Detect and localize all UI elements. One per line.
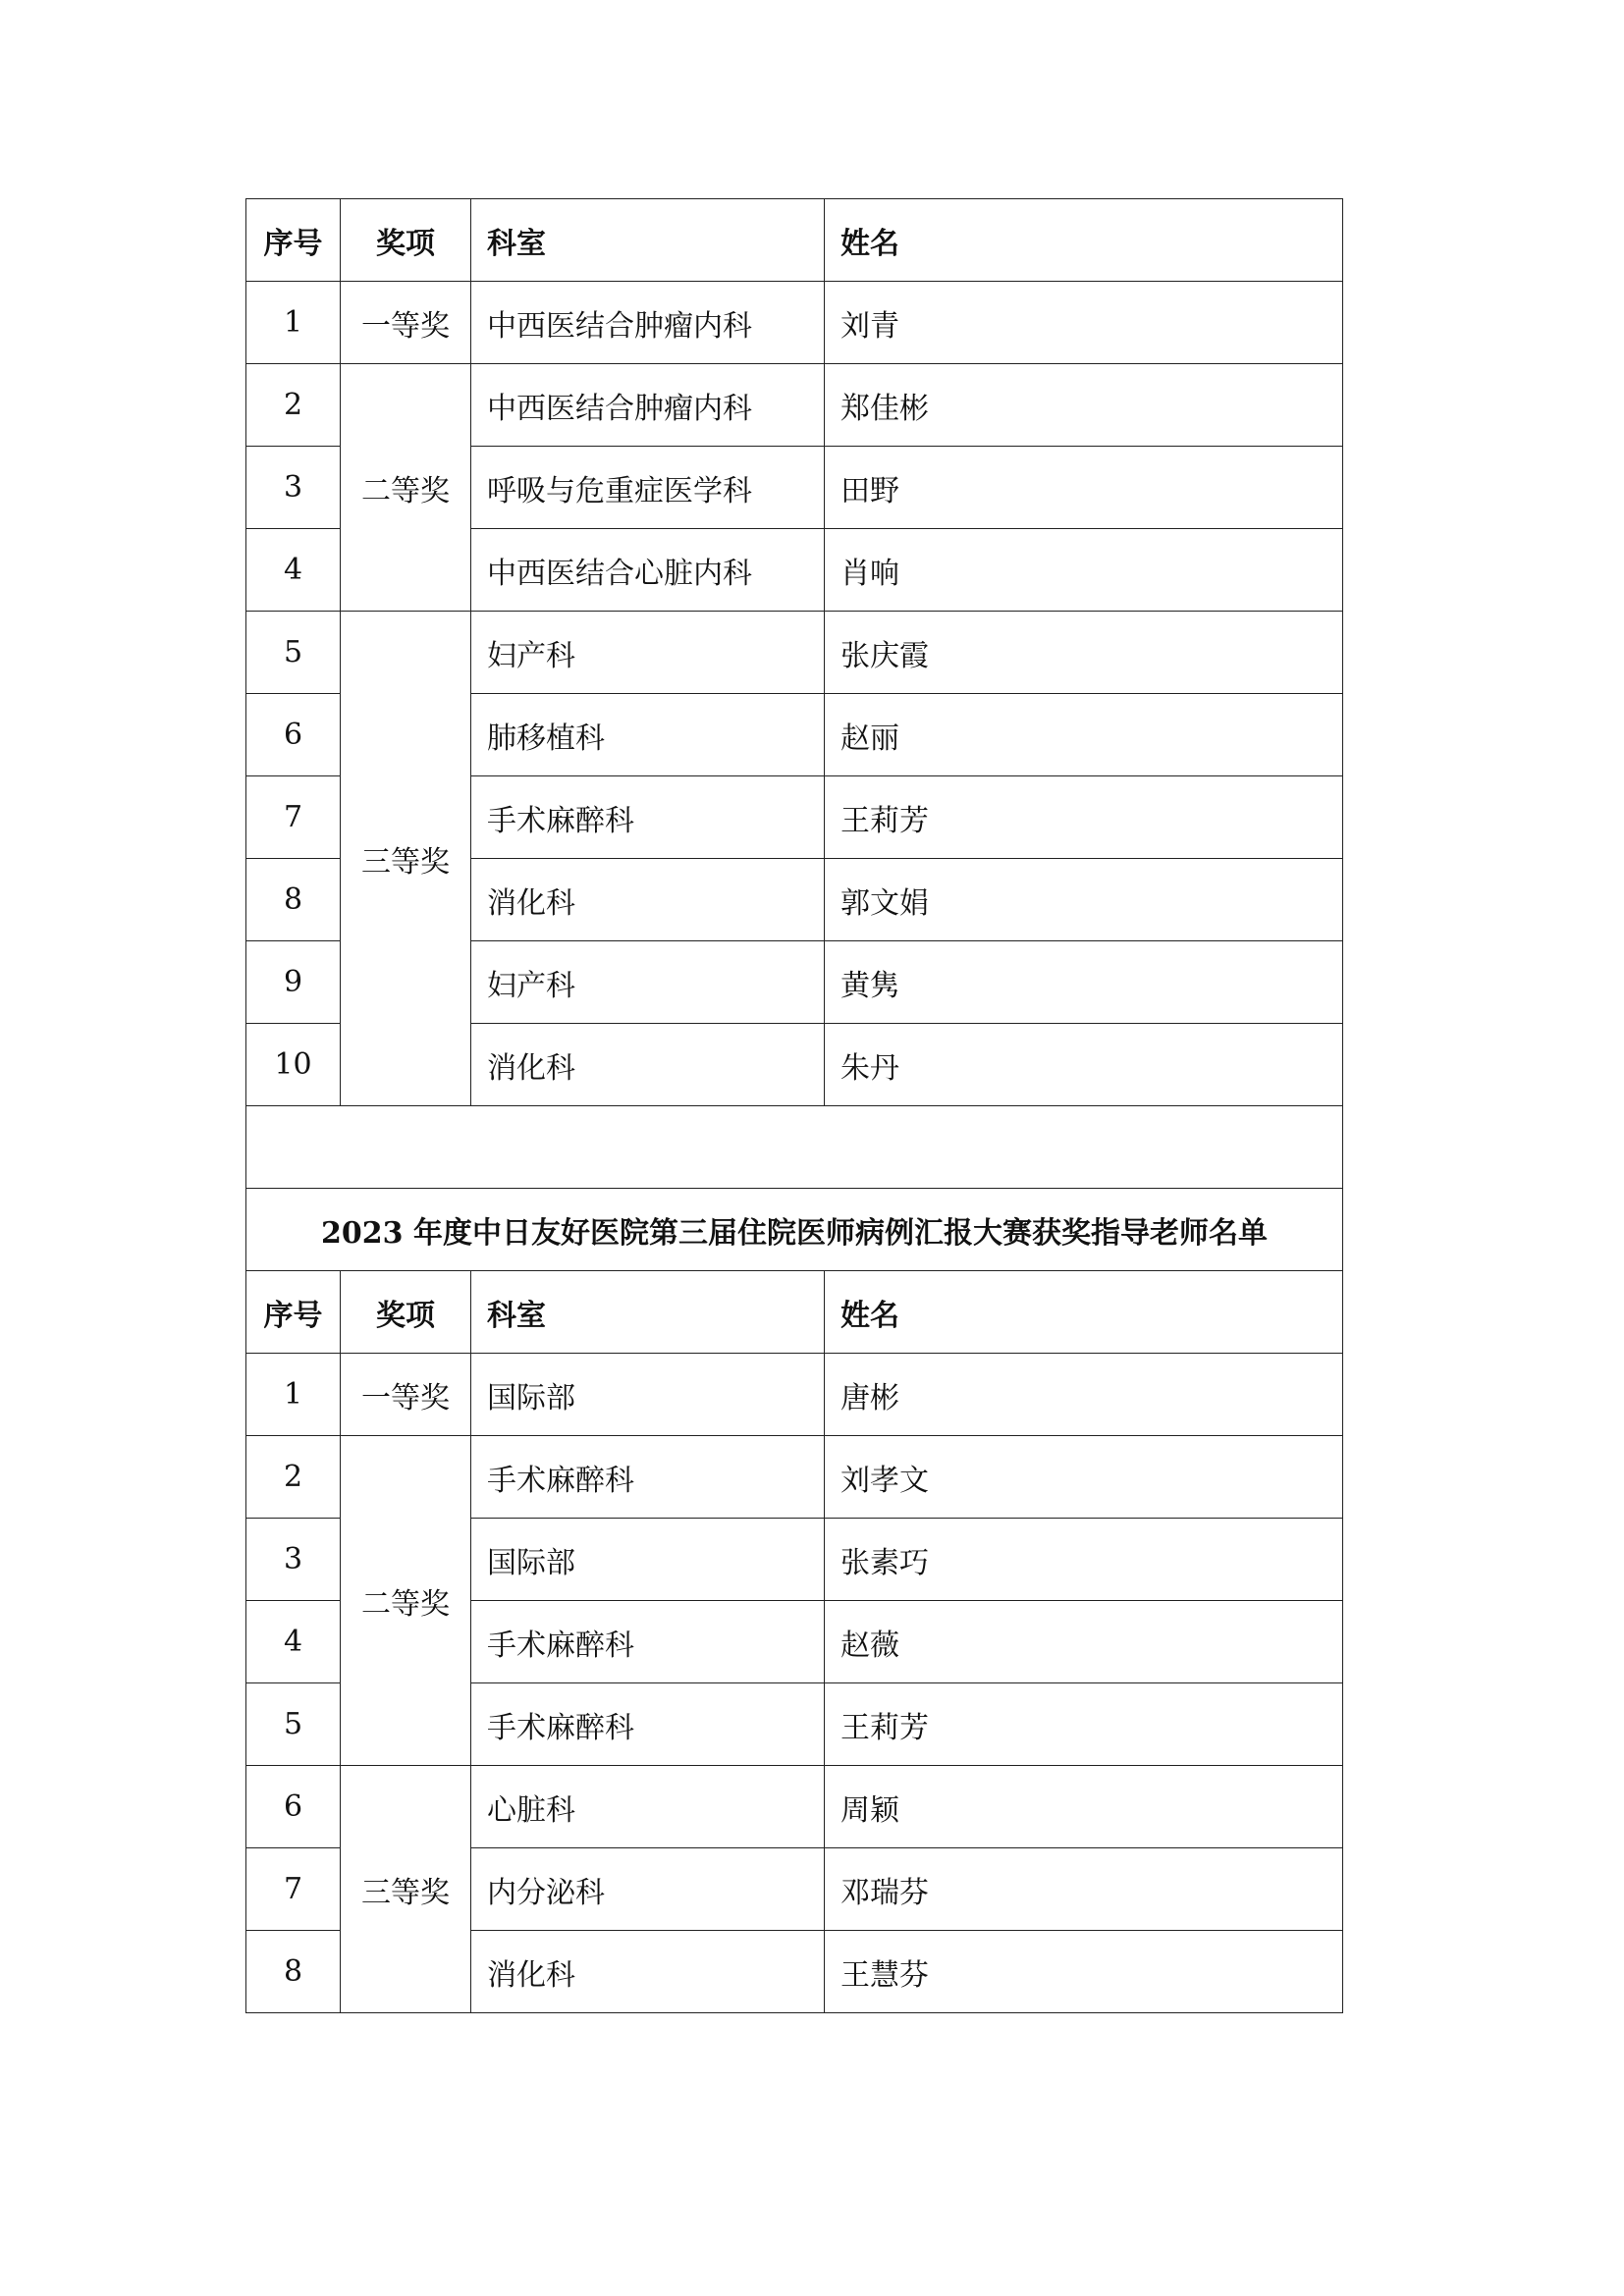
table2-title-row — [246, 1189, 1343, 1271]
award-level: 二等奖 — [341, 364, 471, 612]
header-award: 奖项 — [341, 199, 471, 282]
department: 心脏科 — [471, 1766, 825, 1848]
person-name: 王莉芳 — [825, 776, 1343, 859]
person-name: 肖响 — [825, 529, 1343, 612]
person-name: 唐彬 — [825, 1354, 1343, 1436]
person-name: 刘青 — [825, 282, 1343, 364]
table-row — [246, 1766, 1343, 1848]
department: 手术麻醉科 — [471, 1683, 825, 1766]
department: 妇产科 — [471, 941, 825, 1024]
row-number: 2 — [246, 364, 341, 447]
person-name: 郭文娟 — [825, 859, 1343, 941]
table-row — [246, 282, 1343, 364]
award-level: 三等奖 — [341, 1766, 471, 2013]
row-number: 8 — [246, 859, 341, 941]
person-name: 张素巧 — [825, 1519, 1343, 1601]
row-number: 4 — [246, 529, 341, 612]
person-name: 刘孝文 — [825, 1436, 1343, 1519]
award-level: 一等奖 — [341, 1354, 471, 1436]
person-name: 赵薇 — [825, 1601, 1343, 1683]
table2-title: 2023 年度中日友好医院第三届住院医师病例汇报大赛获奖指导老师名单 — [246, 1189, 1343, 1271]
person-name: 赵丽 — [825, 694, 1343, 776]
table-row — [246, 612, 1343, 694]
department: 妇产科 — [471, 612, 825, 694]
award-level: 三等奖 — [341, 612, 471, 1106]
department: 肺移植科 — [471, 694, 825, 776]
department: 手术麻醉科 — [471, 1436, 825, 1519]
table-row — [246, 1354, 1343, 1436]
person-name: 朱丹 — [825, 1024, 1343, 1106]
row-number: 1 — [246, 1354, 341, 1436]
department: 中西医结合肿瘤内科 — [471, 364, 825, 447]
department: 消化科 — [471, 859, 825, 941]
department: 中西医结合心脏内科 — [471, 529, 825, 612]
department: 国际部 — [471, 1354, 825, 1436]
header-name: 姓名 — [825, 199, 1343, 282]
header-name: 姓名 — [825, 1271, 1343, 1354]
row-number: 7 — [246, 776, 341, 859]
department: 国际部 — [471, 1519, 825, 1601]
row-number: 6 — [246, 694, 341, 776]
row-number: 6 — [246, 1766, 341, 1848]
department: 内分泌科 — [471, 1848, 825, 1931]
row-number: 9 — [246, 941, 341, 1024]
row-number: 5 — [246, 1683, 341, 1766]
person-name: 周颖 — [825, 1766, 1343, 1848]
table-row — [246, 364, 1343, 447]
person-name: 黄隽 — [825, 941, 1343, 1024]
award-table — [245, 198, 1343, 2013]
row-number: 10 — [246, 1024, 341, 1106]
row-number: 2 — [246, 1436, 341, 1519]
award-level: 二等奖 — [341, 1436, 471, 1766]
department: 中西医结合肿瘤内科 — [471, 282, 825, 364]
person-name: 田野 — [825, 447, 1343, 529]
department: 消化科 — [471, 1024, 825, 1106]
table2-header-row — [246, 1271, 1343, 1354]
department: 手术麻醉科 — [471, 1601, 825, 1683]
row-number: 3 — [246, 447, 341, 529]
row-number: 5 — [246, 612, 341, 694]
row-number: 1 — [246, 282, 341, 364]
department: 手术麻醉科 — [471, 776, 825, 859]
department: 呼吸与危重症医学科 — [471, 447, 825, 529]
blank-row — [246, 1106, 1343, 1189]
person-name: 王莉芳 — [825, 1683, 1343, 1766]
header-no: 序号 — [246, 199, 341, 282]
header-dept: 科室 — [471, 1271, 825, 1354]
row-number: 3 — [246, 1519, 341, 1601]
row-number: 8 — [246, 1931, 341, 2013]
person-name: 邓瑞芬 — [825, 1848, 1343, 1931]
table-row — [246, 1436, 1343, 1519]
person-name: 王慧芬 — [825, 1931, 1343, 2013]
award-level: 一等奖 — [341, 282, 471, 364]
person-name: 张庆霞 — [825, 612, 1343, 694]
table1-header-row — [246, 199, 1343, 282]
header-dept: 科室 — [471, 199, 825, 282]
person-name: 郑佳彬 — [825, 364, 1343, 447]
header-award: 奖项 — [341, 1271, 471, 1354]
row-number: 4 — [246, 1601, 341, 1683]
blank-cell — [246, 1106, 1343, 1189]
row-number: 7 — [246, 1848, 341, 1931]
department: 消化科 — [471, 1931, 825, 2013]
header-no: 序号 — [246, 1271, 341, 1354]
